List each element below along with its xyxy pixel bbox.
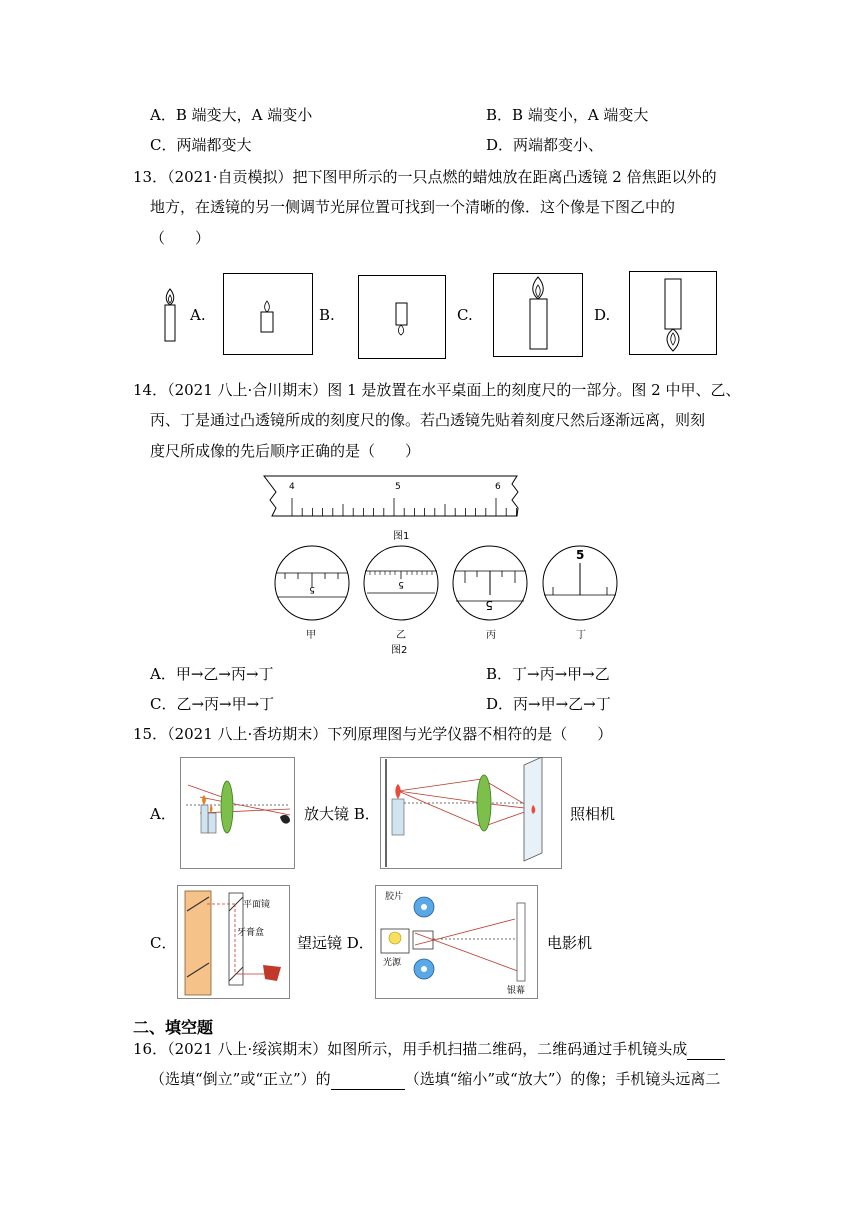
q16-blank-2[interactable]	[331, 1069, 405, 1090]
q15-name-d: 电影机	[547, 934, 593, 952]
q14-stem-line1: 14．（2021 八上·合川期末）图 1 是放置在水平桌面上的刻度尺的一部分。图 2 中甲、乙、	[133, 381, 741, 399]
q15-label-c: C．	[150, 934, 177, 952]
q16-text-1: 16．（2021 八上·绥滨期末）如图所示，用手机扫描二维码，二维码通过手机镜头成	[133, 1040, 688, 1058]
q13-stem-line1: 13．（2021·自贡模拟）把下图甲所示的一只点燃的蜡烛放在距离凸透镜 2 倍焦距以外的	[133, 168, 717, 186]
circle-label-yi: 乙	[396, 630, 406, 641]
circle-yi	[364, 546, 438, 620]
periscope-box-label: 牙膏盒	[237, 928, 265, 938]
q14-stem-line2: 丙、丁是通过凸透镜所成的刻度尺的像。若凸透镜先贴着刻度尺然后逐渐远离，则刻	[150, 411, 706, 429]
q16-stem-line1	[133, 1039, 725, 1060]
circle-jia-digit: 5	[309, 584, 315, 594]
q13-option-a-image	[223, 273, 313, 355]
q13-option-d-image	[629, 271, 717, 355]
circle-bing-digit: 5	[485, 598, 493, 612]
q12-option-c: C．两端都变大	[150, 136, 252, 154]
q15-name-a: 放大镜 B．	[304, 805, 380, 823]
q12-option-b: B．B 端变小，A 端变大	[486, 106, 649, 124]
circle-jia	[275, 546, 349, 620]
q15-name-b: 照相机	[570, 805, 616, 823]
q13-option-b-image	[358, 275, 446, 359]
q12-option-a: A．B 端变大，A 端变小	[150, 106, 313, 124]
q14-option-a: A．甲→乙→丙→丁	[150, 665, 274, 683]
ruler-tick-label-5: 5	[395, 482, 401, 492]
q13-stem-line3: （ ）	[150, 229, 211, 247]
q16-text-3: （选填“缩小”或“放大”）的像；手机镜头远离二	[404, 1070, 721, 1088]
q14-ruler-figure1	[262, 470, 522, 526]
q13-candle-original	[155, 285, 185, 345]
q16-stem-line2	[150, 1069, 720, 1090]
periscope-mirror-label: 平面镜	[243, 900, 271, 910]
q14-lens-images-figure2	[270, 543, 620, 625]
q14-option-d: D．丙→甲→乙→丁	[486, 695, 611, 713]
q13-stem-line2: 地方，在透镜的另一侧调节光屏位置可找到一个清晰的像．这个像是下图乙中的	[150, 198, 676, 216]
circle-label-bing: 丙	[486, 630, 496, 641]
circle-yi-digit: 5	[398, 579, 404, 589]
q14-option-b: B．丁→丙→甲→乙	[486, 665, 610, 683]
q13-label-a: A.	[190, 306, 206, 324]
q15-name-c: 望远镜 D．	[297, 934, 374, 952]
q15-label-a: A．	[150, 805, 176, 823]
q13-label-b: B.	[319, 306, 335, 324]
q14-fig2-caption: 图2	[391, 645, 408, 656]
q14-option-c: C．乙→丙→甲→丁	[150, 695, 275, 713]
q13-label-c: C.	[457, 306, 473, 324]
projector-light-label: 光源	[383, 958, 402, 968]
q15-stem: 15．（2021 八上·香坊期末）下列原理图与光学仪器不相符的是（ ）	[133, 725, 613, 743]
q16-blank-1[interactable]	[687, 1039, 725, 1060]
ruler-tick-label-6: 6	[495, 482, 501, 492]
q12-option-d: D．两端都变小、	[486, 136, 604, 154]
q13-label-d: D.	[594, 306, 611, 324]
circle-label-jia: 甲	[306, 630, 316, 641]
ruler-tick-label-4: 4	[289, 482, 295, 492]
q13-option-c-image	[493, 273, 583, 357]
projector-screen-label: 银幕	[507, 986, 526, 996]
circle-ding-digit: 5	[576, 548, 585, 562]
q14-stem-line3: 度尺所成像的先后顺序正确的是（ ）	[150, 442, 421, 460]
q16-text-2: （选填“倒立”或“正立”）的	[150, 1070, 331, 1088]
projector-film-label: 胶片	[385, 892, 404, 902]
q15-magnifier-diagram	[180, 757, 295, 869]
circle-ding	[543, 546, 617, 620]
q15-projector-diagram	[375, 885, 538, 999]
q14-fig1-caption: 图1	[393, 531, 410, 542]
circle-bing	[453, 546, 527, 620]
q15-camera-diagram	[380, 757, 562, 869]
q15-periscope-diagram	[177, 885, 290, 999]
section-title-fill-in: 二、填空题	[133, 1018, 214, 1037]
circle-label-ding: 丁	[576, 630, 586, 641]
